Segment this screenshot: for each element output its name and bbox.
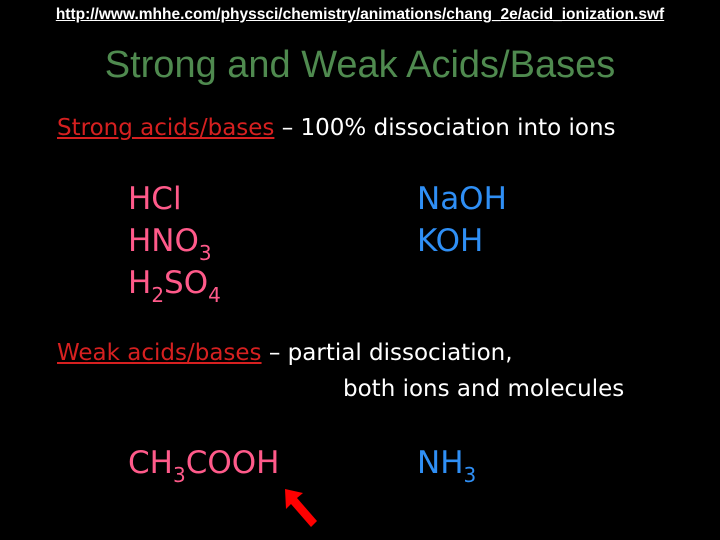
strong-acid-hno3 bbox=[128, 222, 212, 263]
slide-title: Strong and Weak Acids/Bases bbox=[104, 44, 616, 86]
formula-part: HNO bbox=[128, 223, 199, 259]
weak-base-ammonia bbox=[417, 444, 476, 485]
formula-subscript: 2 bbox=[151, 283, 165, 307]
strong-definition bbox=[57, 115, 616, 141]
strong-acid-h2so4 bbox=[128, 264, 221, 305]
formula-subscript: 3 bbox=[172, 463, 186, 487]
weak-definition-text: – partial dissociation, bbox=[261, 340, 513, 366]
strong-base-koh: KOH bbox=[417, 223, 484, 259]
weak-definition bbox=[57, 340, 513, 366]
source-url-link[interactable]: http://www.mhhe.com/physsci/chemistry/animations/chang_2e/acid_ionization.swf bbox=[55, 6, 665, 23]
weak-definition-continued: both ions and molecules bbox=[343, 376, 625, 402]
formula-subscript: 3 bbox=[198, 241, 212, 265]
formula-part: SO bbox=[164, 265, 209, 301]
strong-definition-text: – 100% dissociation into ions bbox=[274, 115, 616, 141]
strong-term: Strong acids/bases bbox=[57, 115, 275, 141]
strong-base-naoh: NaOH bbox=[417, 181, 507, 217]
formula-part: CH bbox=[128, 445, 173, 481]
weak-acid-acetic bbox=[128, 444, 279, 485]
strong-acid-hcl: HCl bbox=[128, 181, 182, 217]
formula-part: NH bbox=[417, 445, 464, 481]
formula-part: COOH bbox=[185, 445, 280, 481]
formula-subscript: 4 bbox=[208, 283, 221, 307]
red-arrow-icon bbox=[279, 483, 321, 531]
weak-term: Weak acids/bases bbox=[57, 340, 262, 366]
formula-part: H bbox=[128, 265, 152, 301]
formula-subscript: 3 bbox=[463, 463, 477, 487]
